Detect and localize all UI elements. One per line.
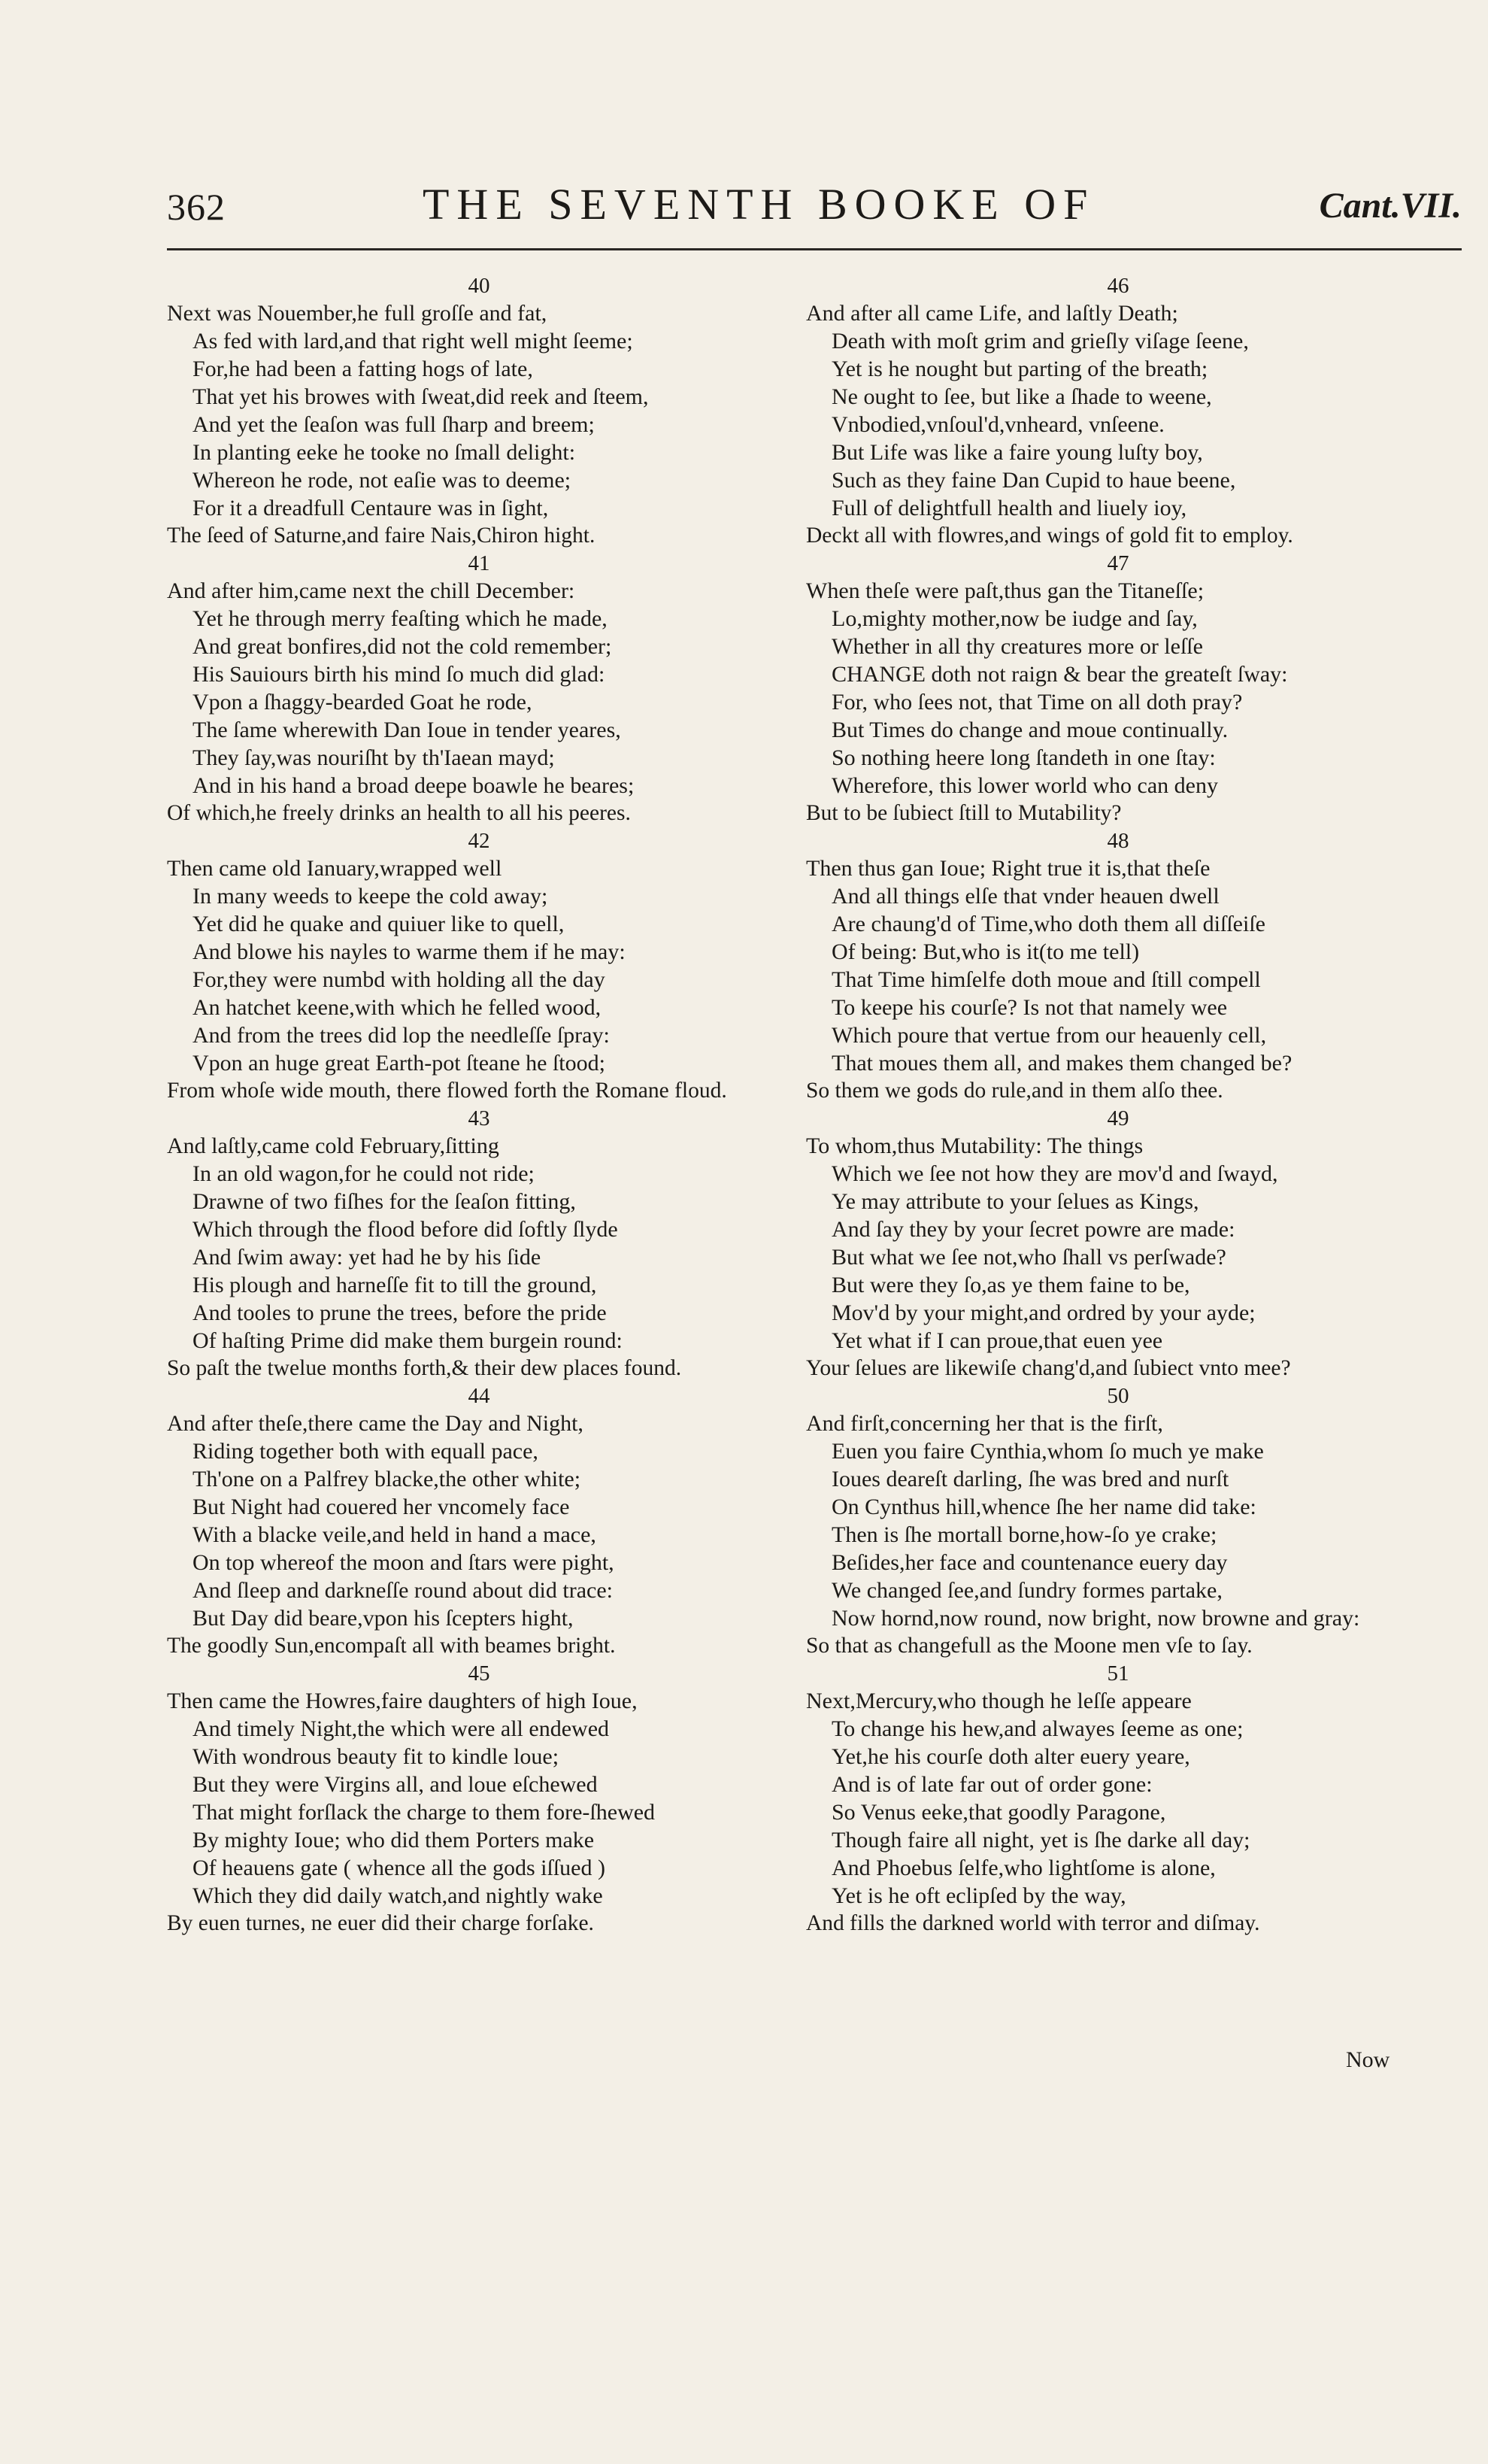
verse-line: And yet the ſeaſon was full ſharp and breem; [192,412,595,437]
verse-line: Whether in all thy creatures more or leſſe [832,634,1203,659]
verse-line: But Day did beare,vpon his ſcepters hight, [192,1606,574,1631]
verse-line: And laſtly,came cold February,ſitting [167,1133,499,1158]
verse-line: And ſay they by your ſecret powre are made: [832,1217,1235,1242]
verse-line: Th'one on a Palfrey blacke,the other white; [192,1467,581,1491]
verse-line: Next was Nouember,he full groſſe and fat, [167,301,547,326]
verse-line: Vnbodied,vnſoul'd,vnheard, vnſeene. [832,412,1165,437]
verse-line: And in his hand a broad deepe boawle he beares; [192,773,635,798]
catchword: Now [1346,2047,1390,2072]
verse-line: For it a dreadfull Centaure was in ſight, [192,496,549,520]
verse-line: Ioues deareſt darling, ſhe was bred and nurſt [832,1467,1229,1491]
verse-line: Yet what if I can proue,that euen yee [832,1328,1163,1353]
left-column [167,272,791,1938]
right-column [806,272,1430,1938]
verse-line: But to be ſubiect ſtill to Mutability? [806,801,1122,825]
verse-line: In an old wagon,for he could not ride; [192,1161,535,1186]
verse-line: Yet is he oft eclipſed by the way, [832,1883,1126,1908]
stanza-number: 41 [468,551,490,575]
stanza [167,1660,791,1938]
stanza [806,1382,1430,1660]
verse-line: In many weeds to keepe the cold away; [192,884,548,909]
verse-line: So paſt the twelue months forth,& their dew places found. [167,1356,682,1380]
stanza-number: 50 [1107,1384,1129,1408]
verse-line: And after theſe,there came the Day and Night, [167,1411,583,1436]
verse-line: Vpon an huge great Earth-pot ſteane he ſtood; [192,1051,605,1076]
verse-line: Then came the Howres,faire daughters of high Ioue, [167,1689,638,1713]
verse-line: Yet is he nought but parting of the breath; [832,357,1208,381]
verse-line: To change his hew,and alwayes ſeeme as one; [832,1716,1244,1741]
verse-line: Drawne of two fiſhes for the ſeaſon fitting, [192,1189,576,1214]
verse-line: But Life was like a faire young luſty boy, [832,440,1203,465]
verse-line: They ſay,was nouriſht by th'Iaean mayd; [192,745,555,770]
verse-line: But were they ſo,as ye them faine to be, [832,1273,1190,1297]
verse-line: Yet,he his courſe doth alter euery yeare, [832,1744,1190,1769]
verse-line: And blowe his nayles to warme them if he may: [192,939,626,964]
stanza-number: 44 [468,1384,490,1408]
stanza-number: 48 [1107,829,1129,853]
page-header [167,179,1462,239]
stanza [167,272,791,550]
verse-line: And tooles to prune the trees, before the pride [192,1300,607,1325]
stanza-number: 45 [468,1661,490,1686]
stanza [167,827,791,1105]
verse-line: And ſleep and darkneſſe round about did trace: [192,1578,613,1603]
verse-line: For,they were numbd with holding all the day [192,967,605,992]
stanza-number: 43 [468,1106,490,1130]
verse-line: But what we ſee not,who ſhall vs perſwade? [832,1245,1226,1270]
verse-line: Whereon he rode, not eaſie was to deeme; [192,468,571,493]
verse-line: That might forſlack the charge to them fore-ſhewed [192,1800,656,1825]
verse-line: That Time himſelfe doth moue and ſtill compell [832,967,1261,992]
verse-line: And timely Night,the which were all endewed [192,1716,610,1741]
verse-line: Then came old Ianuary,wrapped well [167,856,502,881]
verse-line: And firſt,concerning her that is the firſt, [806,1411,1163,1436]
verse-line: Wherefore, this lower world who can deny [832,773,1218,798]
verse-line: Riding together both with equall pace, [192,1439,538,1464]
verse-line: Death with moſt grim and grieſly viſage ſeene, [832,329,1249,354]
stanza [806,827,1430,1105]
verse-line: To keepe his courſe? Is not that namely wee [832,995,1228,1020]
verse-line: So Venus eeke,that goodly Paragone, [832,1800,1166,1825]
verse-line: And great bonfires,did not the cold remember; [192,634,612,659]
verse-line: On top whereof the moon and ſtars were pight, [192,1550,614,1575]
canto-label: Cant.VII. [1319,186,1462,226]
verse-line: By euen turnes, ne euer did their charge forſake. [167,1911,594,1935]
verse-line: For, who ſees not, that Time on all doth pray? [832,690,1243,715]
verse-line: Ye may attribute to your ſelues as Kings, [832,1189,1199,1214]
verse-line: His plough and harneſſe fit to till the ground, [192,1273,597,1297]
verse-line: So nothing heere long ſtandeth in one ſtay: [832,745,1216,770]
verse-line: So that as changefull as the Moone men vſe to ſay. [806,1634,1253,1658]
verse-line: Which we ſee not how they are mov'd and ſwayd, [832,1161,1278,1186]
stanza [806,1660,1430,1938]
verse-line: And ſwim away: yet had he by his ſide [192,1245,541,1270]
verse-line: Of which,he freely drinks an health to all his peeres. [167,801,631,825]
verse-line: Mov'd by your might,and ordred by your ayde; [832,1300,1256,1325]
verse-line: Next,Mercury,who though he leſſe appeare [806,1689,1192,1713]
verse-line: Euen you faire Cynthia,whom ſo much ye make [832,1439,1264,1464]
verse-line: Full of delightfull health and liuely ioy, [832,496,1187,520]
verse-line: But they were Virgins all, and loue eſchewed [192,1772,598,1797]
verse-line: CHANGE doth not raign & bear the greateſt ſway: [832,662,1288,687]
verse-line: So them we gods do rule,and in them alſo thee. [806,1079,1223,1103]
verse-line: And from the trees did lop the needleſſe ſpray: [192,1023,610,1048]
verse-line: Your ſelues are likewiſe chang'd,and ſubiect vnto mee? [806,1356,1291,1380]
verse-line: Which poure that vertue from our heauenly cell, [832,1023,1267,1048]
verse-line: Then thus gan Ioue; Right true it is,that theſe [806,856,1211,881]
stanza [167,1105,791,1382]
verse-line: Yet he through merry feaſting which he made, [192,606,608,631]
verse-line: Of being: But,who is it(to me tell) [832,939,1140,964]
stanza [806,550,1430,827]
verse-line: An hatchet keene,with which he felled wood, [192,995,602,1020]
stanza [806,272,1430,550]
verse-line: Vpon a ſhaggy-bearded Goat he rode, [192,690,532,715]
verse-line: With a blacke veile,and held in hand a mace, [192,1522,596,1547]
verse-line: Which through the flood before did ſoftly ſlyde [192,1217,618,1242]
verse-line: Yet did he quake and quiuer like to quell, [192,912,565,936]
verse-line: Such as they faine Dan Cupid to haue beene, [832,468,1236,493]
verse-line: Of haſting Prime did make them burgein round: [192,1328,623,1353]
verse-line: We changed ſee,and ſundry formes partake, [832,1578,1223,1603]
verse-line: And is of late far out of order gone: [832,1772,1153,1797]
verse-line: The goodly Sun,encompaſt all with beames bright. [167,1634,616,1658]
stanza-number: 42 [468,829,490,853]
verse-line: Then is ſhe mortall borne,how-ſo ye crake; [832,1522,1217,1547]
verse-line: Though faire all night, yet is ſhe darke all day; [832,1828,1250,1853]
verse-line: And fills the darkned world with terror and diſmay. [806,1911,1260,1935]
verse-line: With wondrous beauty fit to kindle loue; [192,1744,559,1769]
verse-line: The ſame wherewith Dan Ioue in tender yeares, [192,718,621,742]
verse-line: Now hornd,now round, now bright, now browne and gray: [832,1606,1360,1631]
running-title: THE SEVENTH BOOKE OF [423,180,1096,229]
verse-line: As fed with lard,and that right well might ſeeme; [192,329,633,354]
verse-line: Of heauens gate ( whence all the gods iſſued ) [192,1856,605,1880]
verse-line: Are chaung'd of Time,who doth them all diſſeiſe [832,912,1265,936]
verse-line: That moues them all, and makes them changed be? [832,1051,1293,1076]
verse-line: But Times do change and moue continually. [832,718,1229,742]
stanza-number: 49 [1107,1106,1129,1130]
stanza [167,550,791,827]
stanza-number: 47 [1107,551,1129,575]
verse-line: On Cynthus hill,whence ſhe her name did take: [832,1494,1256,1519]
verse-line: By mighty Ioue; who did them Porters make [192,1828,595,1853]
stanza-number: 46 [1107,274,1129,298]
stanza-number: 40 [468,274,490,298]
verse-line: For,he had been a fatting hogs of late, [192,357,533,381]
verse-line: From whoſe wide mouth, there flowed forth the Romane floud. [167,1079,727,1103]
verse-line: And all things elſe that vnder heauen dwell [832,884,1220,909]
verse-line: And after all came Life, and laſtly Death; [806,301,1178,326]
verse-line: To whom,thus Mutability: The things [806,1133,1144,1158]
verse-line: His Sauiours birth his mind ſo much did glad: [192,662,605,687]
verse-line: Beſides,her face and countenance euery day [832,1550,1228,1575]
verse-line: And after him,came next the chill December: [167,578,575,603]
verse-line: Lo,mighty mother,now be iudge and ſay, [832,606,1198,631]
verse-line: Ne ought to ſee, but like a ſhade to weene, [832,384,1212,409]
header-rule [167,248,1462,250]
verse-line: Deckt all with flowres,and wings of gold fit to employ. [806,523,1293,548]
verse-line: When theſe were paſt,thus gan the Titaneſſe; [806,578,1205,603]
verse-line: But Night had couered her vncomely face [192,1494,570,1519]
page-number: 362 [167,186,226,228]
stanza [167,1382,791,1660]
verse-line: The ſeed of Saturne,and faire Nais,Chiron hight. [167,523,596,548]
verse-line: And Phoebus ſelfe,who lightſome is alone, [832,1856,1216,1880]
stanza [806,1105,1430,1382]
verse-line: Which they did daily watch,and nightly wake [192,1883,603,1908]
verse-line: That yet his browes with ſweat,did reek and ſteem, [192,384,649,409]
verse-line: In planting eeke he tooke no ſmall delight: [192,440,576,465]
stanza-number: 51 [1107,1661,1129,1686]
